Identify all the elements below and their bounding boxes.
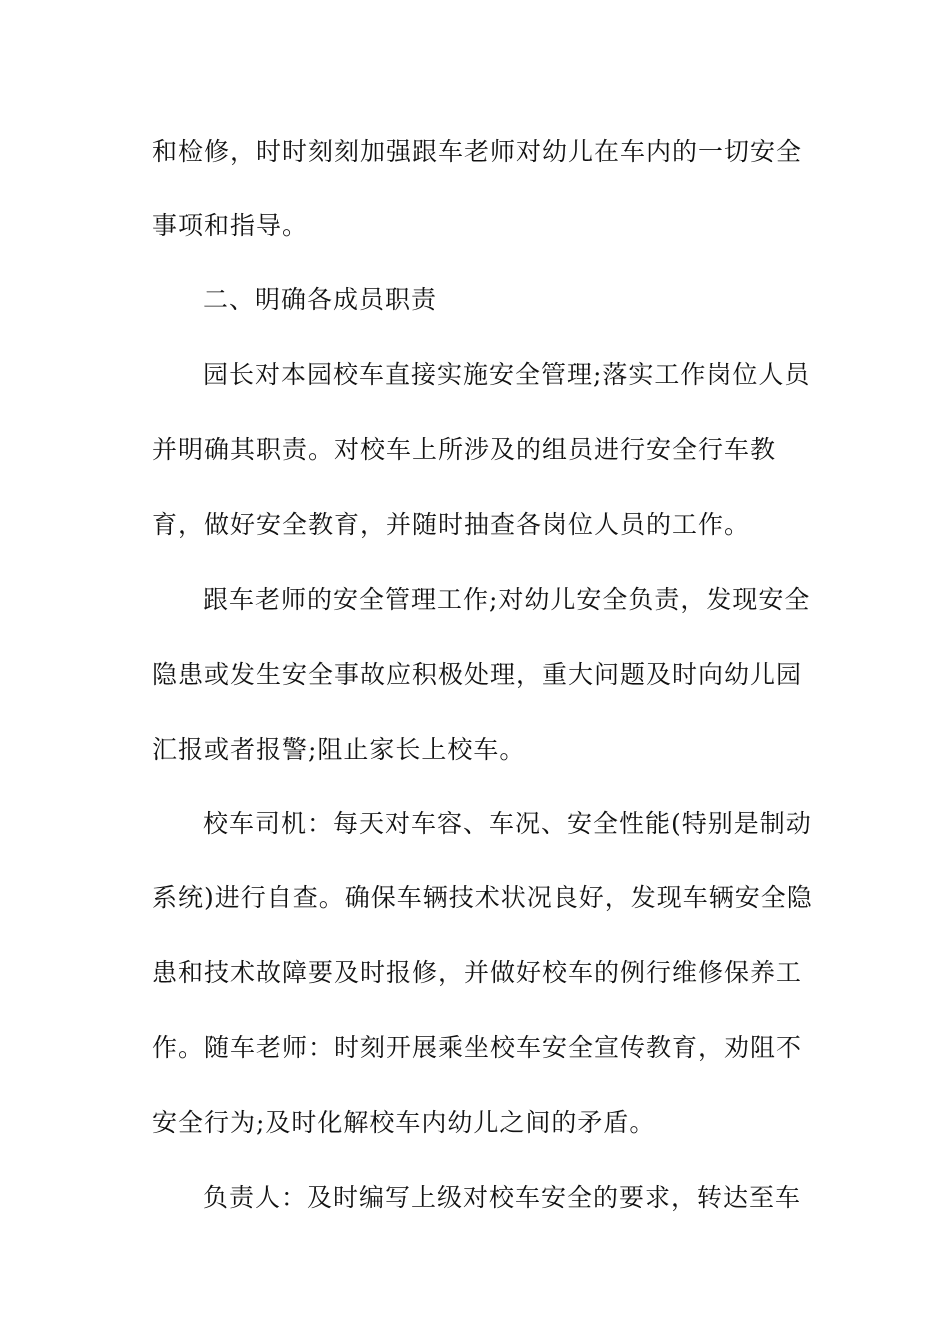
text-line: 园长对本园校车直接实施安全管理;落实工作岗位人员 bbox=[203, 360, 811, 389]
section-heading: 二、明确各成员职责 bbox=[203, 285, 438, 314]
text-line: 系统)进行自查。确保车辆技术状况良好，发现车辆安全隐 bbox=[152, 883, 813, 912]
text-line: 校车司机：每天对车容、车况、安全性能(特别是制动 bbox=[203, 809, 812, 838]
text-line: 跟车老师的安全管理工作;对幼儿安全负责，发现安全 bbox=[203, 585, 811, 614]
text-line: 育，做好安全教育，并随时抽查各岗位人员的工作。 bbox=[152, 510, 751, 539]
text-line: 负责人：及时编写上级对校车安全的要求，转达至车 bbox=[203, 1183, 802, 1212]
text-line: 作。随车老师：时刻开展乘坐校车安全宣传教育，劝阻不 bbox=[152, 1033, 803, 1062]
text-line: 隐患或发生安全事故应积极处理，重大问题及时向幼儿园 bbox=[152, 660, 803, 689]
text-line: 并明确其职责。对校车上所涉及的组员进行安全行车教 bbox=[152, 435, 777, 464]
text-line: 和检修，时时刻刻加强跟车老师对幼儿在车内的一切安全 bbox=[152, 137, 803, 166]
text-line: 事项和指导。 bbox=[152, 211, 309, 240]
text-line: 汇报或者报警;阻止家长上校车。 bbox=[152, 735, 526, 764]
text-line: 安全行为;及时化解校车内幼儿之间的矛盾。 bbox=[152, 1108, 656, 1137]
text-line: 患和技术故障要及时报修，并做好校车的例行维修保养工 bbox=[152, 958, 803, 987]
